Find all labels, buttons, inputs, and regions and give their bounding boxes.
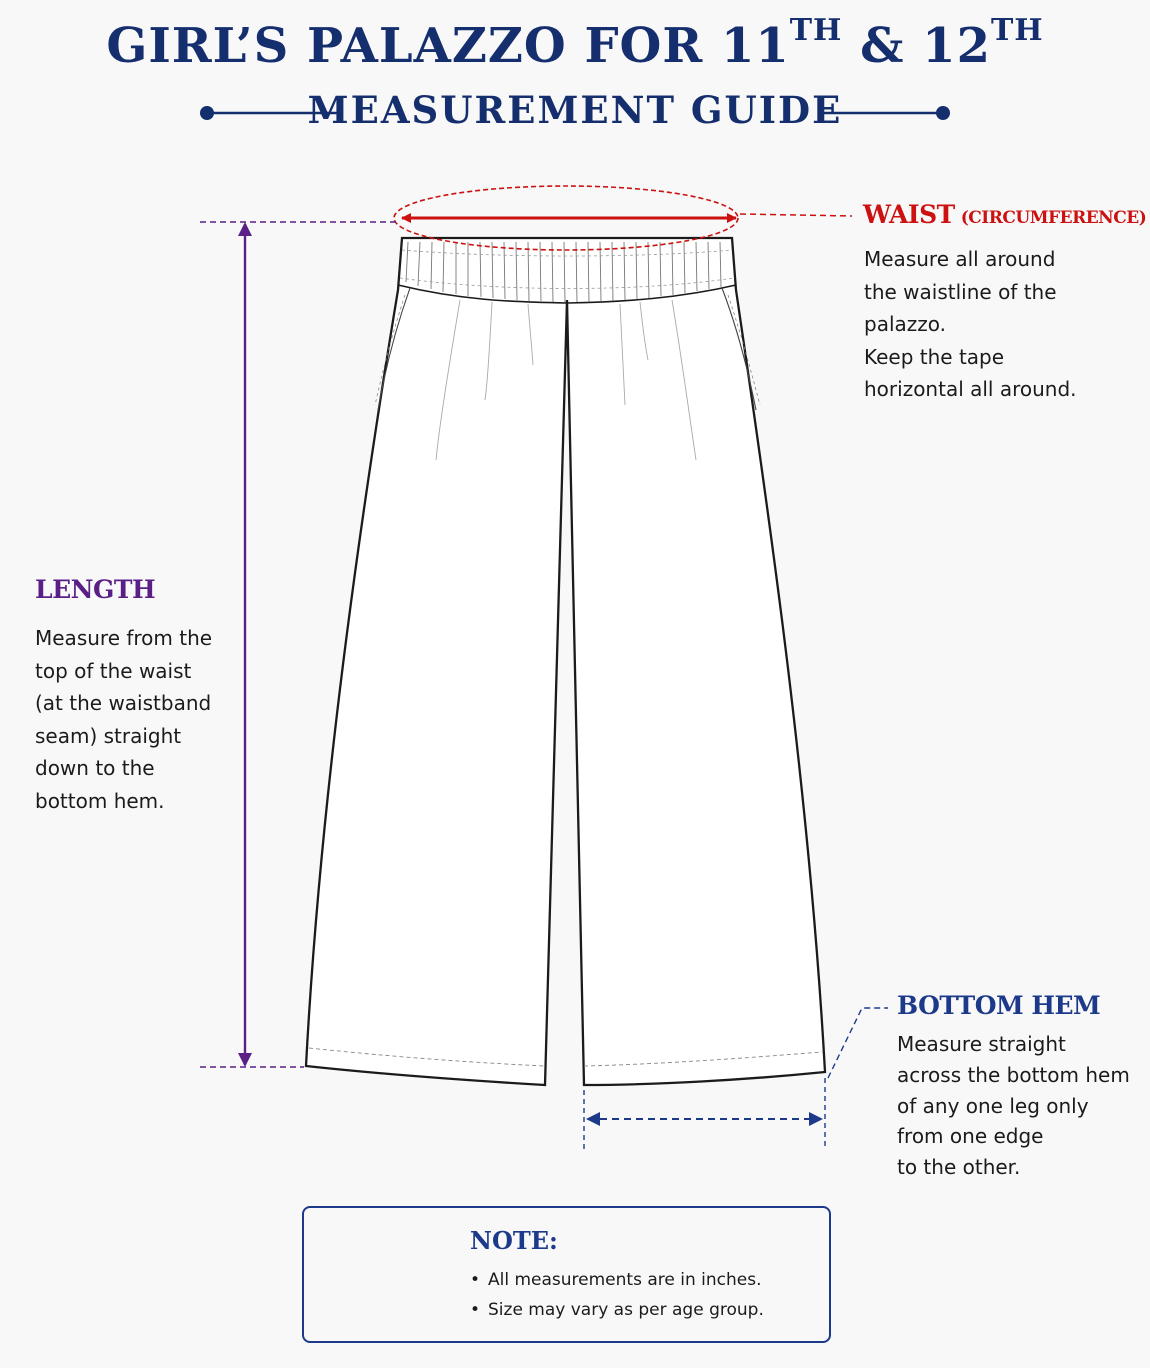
page-subtitle: MEASUREMENT GUIDE	[307, 88, 843, 132]
subtitle-divider	[200, 106, 950, 120]
bottom-hem-description: Measure straight across the bottom hem of any one leg only from one edge to the other.	[897, 1032, 1130, 1180]
note-title: NOTE:	[470, 1226, 558, 1255]
bottom-hem-label: BOTTOM HEM	[897, 991, 1101, 1020]
note-item: • Size may vary as per age group.	[470, 1300, 764, 1320]
palazzo-outline	[306, 238, 825, 1085]
waist-description: Measure all around the waistline of the palazzo. Keep the tape horizontal all around.	[864, 247, 1077, 401]
page-title: GIRL’S PALAZZO FOR 11TH & 12TH	[106, 13, 1044, 74]
waist-label: WAIST (CIRCUMFERENCE)	[863, 200, 1147, 229]
length-description: Measure from the top of the waist (at the waistband seam) straight down to the bottom hem.	[35, 626, 213, 813]
note-list	[470, 1265, 764, 1325]
note-item: • All measurements are in inches.	[470, 1270, 762, 1290]
length-label: LENGTH	[35, 575, 156, 604]
